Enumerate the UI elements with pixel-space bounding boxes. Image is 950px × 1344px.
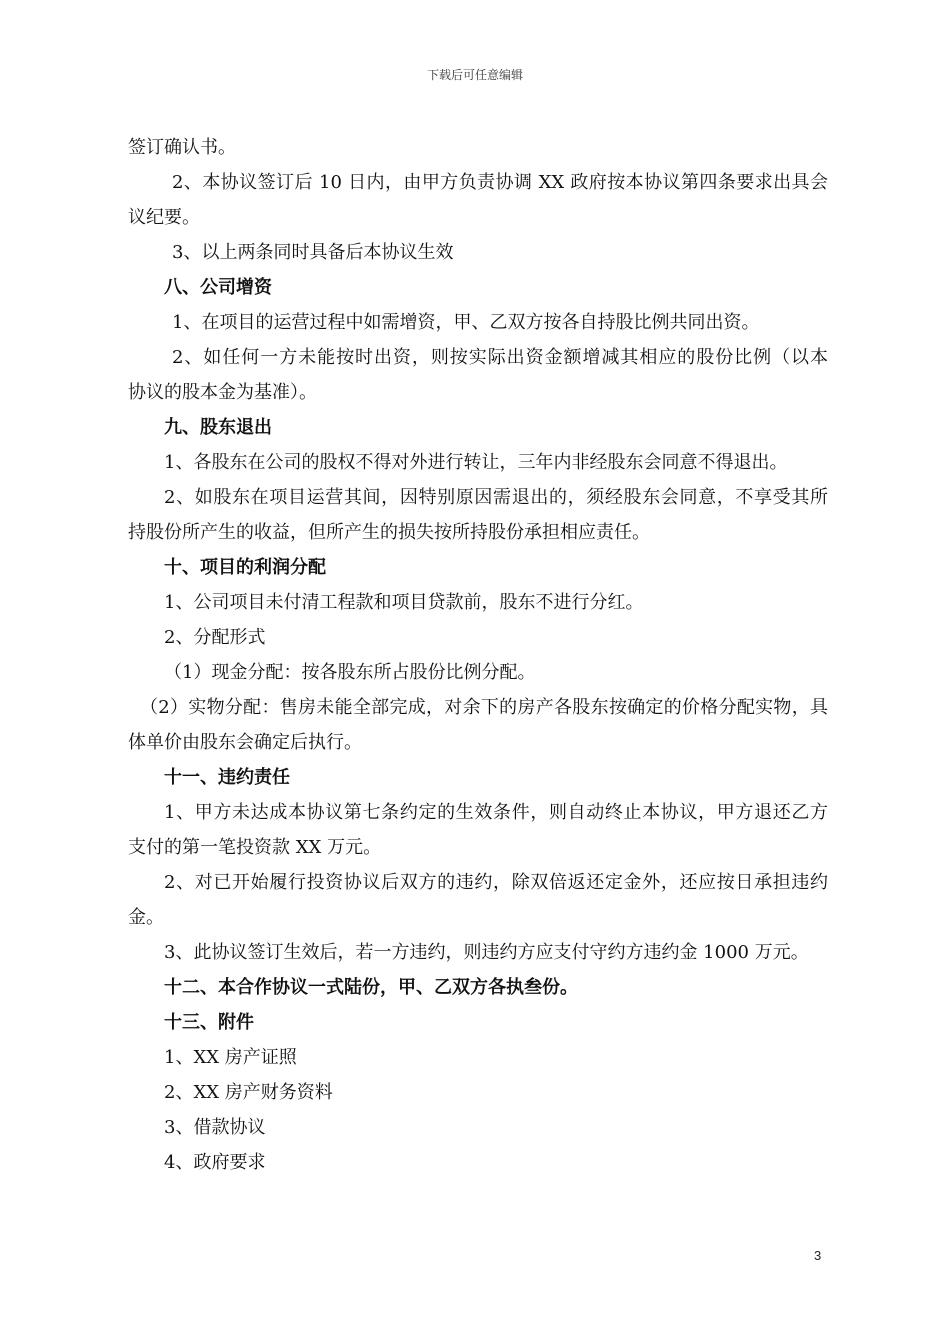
page-number: 3	[814, 1248, 822, 1263]
paragraph-line: 2、本协议签订后 10 日内，由甲方负责协调 XX 政府按本协议第四条要求出具会	[172, 172, 828, 193]
paragraph-line: 1、在项目的运营过程中如需增资，甲、乙双方按各自持股比例共同出资。	[172, 312, 760, 333]
paragraph-line: 持股份所产生的收益，但所产生的损失按所持股份承担相应责任。	[128, 522, 650, 543]
paragraph-line: 2、对已开始履行投资协议后双方的违约，除双倍返还定金外，还应按日承担违约	[164, 872, 828, 893]
section-heading: 十二、本合作协议一式陆份，甲、乙双方各执叁份。	[164, 977, 578, 998]
section-heading: 十、项目的利润分配	[164, 557, 326, 578]
paragraph-line: 4、政府要求	[164, 1152, 266, 1173]
paragraph-line: 签订确认书。	[128, 137, 236, 158]
paragraph-line: 1、XX 房产证照	[164, 1047, 297, 1068]
document-body	[128, 130, 828, 1180]
paragraph-line: （2）实物分配：售房未能全部完成，对余下的房产各股东按确定的价格分配实物，具	[140, 697, 828, 718]
paragraph-line: 3、此协议签订生效后，若一方违约，则违约方应支付守约方违约金 1000 万元。	[164, 942, 809, 963]
paragraph-line: 2、分配形式	[164, 627, 266, 648]
section-heading: 九、股东退出	[164, 417, 272, 438]
paragraph-line: 2、XX 房产财务资料	[164, 1082, 333, 1103]
section-heading: 八、公司增资	[164, 277, 272, 298]
paragraph-line: 协议的股本金为基准）。	[128, 382, 317, 403]
paragraph-line: （1）现金分配：按各股东所占股份比例分配。	[164, 662, 536, 683]
paragraph-line: 1、甲方未达成本协议第七条约定的生效条件，则自动终止本协议，甲方退还乙方	[164, 802, 828, 823]
page-header: 下载后可任意编辑	[426, 68, 523, 82]
paragraph-line: 3、以上两条同时具备后本协议生效	[172, 242, 454, 263]
paragraph-line: 金。	[128, 907, 164, 928]
paragraph-line: 1、各股东在公司的股权不得对外进行转让，三年内非经股东会同意不得退出。	[164, 452, 788, 473]
paragraph-line: 3、借款协议	[164, 1117, 266, 1138]
section-heading: 十一、违约责任	[164, 767, 290, 788]
paragraph-line: 支付的第一笔投资款 XX 万元。	[128, 837, 382, 858]
paragraph-line: 议纪要。	[128, 207, 200, 228]
section-heading: 十三、附件	[164, 1012, 254, 1033]
paragraph-line: 2、如任何一方未能按时出资，则按实际出资金额增减其相应的股份比例（以本	[172, 347, 828, 368]
paragraph-line: 体单价由股东会确定后执行。	[128, 732, 362, 753]
paragraph-line: 1、公司项目未付清工程款和项目贷款前，股东不进行分红。	[164, 592, 644, 613]
paragraph-line: 2、如股东在项目运营其间，因特别原因需退出的，须经股东会同意，不享受其所	[164, 487, 828, 508]
